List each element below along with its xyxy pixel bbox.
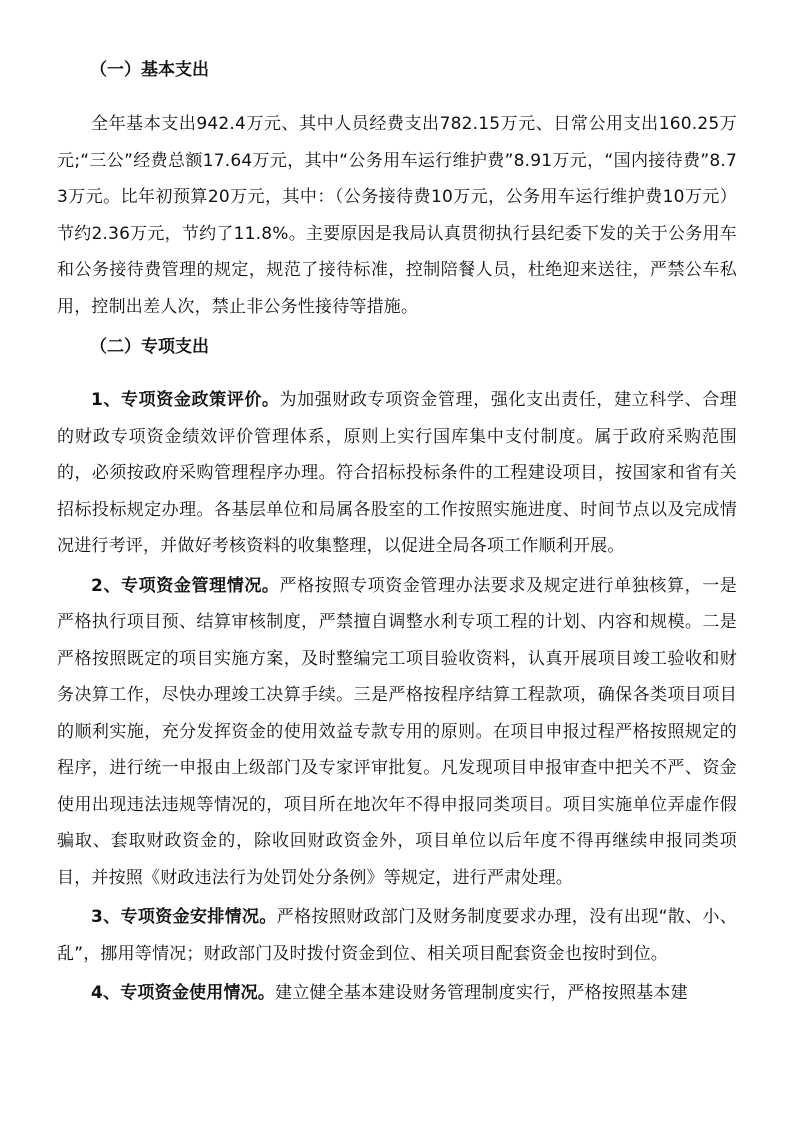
item-1-text: 为加强财政专项资金管理，强化支出责任，建立科学、合理的财政专项资金绩效评价管理体系，原则上实行国库集中支付制度。属于政府采购范围的，必须按政府采购管理程序办理。符合招标投标条件的工程建设项目，按国家和省有关招标投标规定办理。各基层单位和局属各股室的工作按照实施进度、时间节点以及完成情况进行考评，并做好考核资料的收集整理，以促进全局各项工作顺利开展。 <box>57 390 737 556</box>
paragraph-item-3 <box>57 899 737 972</box>
item-1-lead: 1、专项资金政策评价。 <box>91 390 280 410</box>
section-heading-special-expenditure: （二）专项支出 <box>90 337 209 357</box>
paragraph-item-4 <box>57 975 737 1012</box>
paragraph-basic-expenditure: 全年基本支出942.4万元、其中人员经费支出782.15万元、日常公用支出160.25万元;“三公”经费总额17.64万元，其中“公务用车运行维护费”8.91万元，“国内接待费”8.73万元。比年初预算20万元，其中：（公务接待费10万元，公务用车运行维护费10万元）节约2.36万元，节约了11.8%。主要原因是我局认真贯彻执行县纪委下发的关于公务用车和公务接待费管理的规定，规范了接待标准，控制陪餐人员，杜绝迎来送往，严禁公车私用，控制出差人次，禁止非公务性接待等措施。 <box>57 114 737 317</box>
item-3-text: 严格按照财政部门及财务制度要求办理，没有出现“散、小、乱”，挪用等情况；财政部门及时拨付资金到位、相关项目配套资金也按时到位。 <box>57 907 737 964</box>
paragraph-item-2 <box>57 568 737 897</box>
item-2-text: 严格按照专项资金管理办法要求及规定进行单独核算，一是严格执行项目预、结算审核制度，严禁擅自调整水利专项工程的计划、内容和规模。二是严格按照既定的项目实施方案，及时整编完工项目验收资料，认真开展项目竣工验收和财务决算工作，尽快办理竣工决算手续。三是严格按程序结算工程款项，确保各类项目项目的顺利实施，充分发挥资金的使用效益专款专用的原则。在项目申报过程严格按照规定的程序，进行统一申报由上级部门及专家评审批复。凡发现项目申报审查中把关不严、资金使用出现违法违规等情况的，项目所在地次年不得申报同类项目。项目实施单位弄虚作假骗取、套取财政资金的，除收回财政资金外，项目单位以后年度不得再继续申报同类项目，并按照《财政违法行为处罚处分条例》等规定，进行严肃处理。 <box>57 575 737 888</box>
item-4-lead: 4、专项资金使用情况。 <box>91 983 276 1003</box>
document-page <box>57 52 737 1015</box>
paragraph-item-1 <box>57 382 737 565</box>
item-3-lead: 3、专项资金安排情况。 <box>91 907 277 927</box>
item-4-text: 建立健全基本建设财务管理制度实行，严格按照基本建 <box>275 983 688 1003</box>
section-heading-basic-expenditure: （一）基本支出 <box>90 60 209 80</box>
item-2-lead: 2、专项资金管理情况。 <box>91 575 280 596</box>
